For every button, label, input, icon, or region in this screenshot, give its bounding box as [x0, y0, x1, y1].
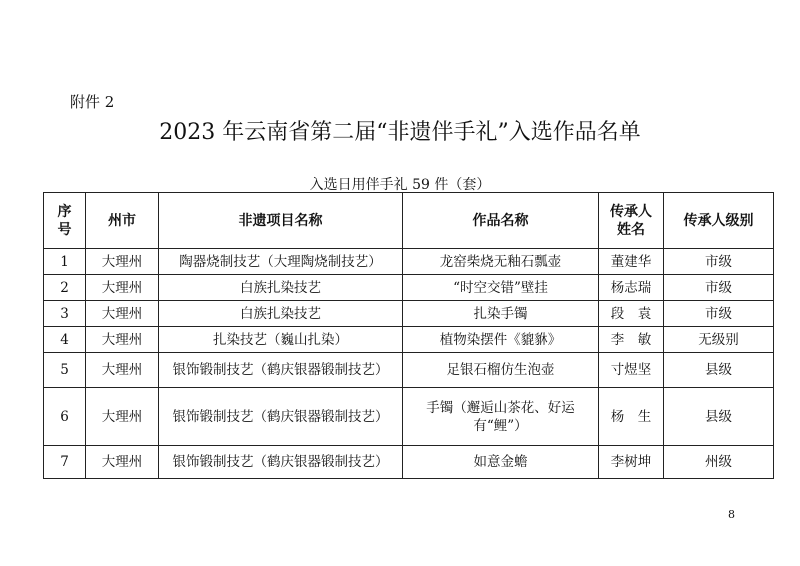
cell-city: 大理州 — [86, 446, 159, 479]
cell-work: 植物染摆件《貔貅》 — [403, 327, 599, 353]
table-row — [44, 388, 774, 446]
table-row — [44, 353, 774, 388]
cell-city: 大理州 — [86, 388, 159, 446]
cell-project: 银饰锻制技艺（鹤庆银器锻制技艺） — [159, 353, 403, 388]
cell-level: 县级 — [664, 388, 774, 446]
table-row — [44, 249, 774, 275]
cell-inheritor: 段 袁 — [599, 301, 664, 327]
table-subtitle: 入选日用伴手礼 59 件（套） — [309, 177, 491, 193]
cell-work: “时空交错”壁挂 — [403, 275, 599, 301]
cell-level: 市级 — [664, 275, 774, 301]
table-header-row — [44, 193, 774, 249]
cell-inheritor: 李树坤 — [599, 446, 664, 479]
cell-work: 足银石榴仿生泡壶 — [403, 353, 599, 388]
table-row — [44, 301, 774, 327]
cell-inheritor: 李 敏 — [599, 327, 664, 353]
cell-city: 大理州 — [86, 301, 159, 327]
table-row — [44, 446, 774, 479]
column-header-city: 州市 — [86, 193, 159, 249]
cell-work: 扎染手镯 — [403, 301, 599, 327]
cell-level: 市级 — [664, 301, 774, 327]
cell-inheritor: 寸煜坚 — [599, 353, 664, 388]
cell-inheritor: 董建华 — [599, 249, 664, 275]
cell-inheritor: 杨志瑞 — [599, 275, 664, 301]
attachment-label: 附件 2 — [70, 93, 115, 111]
column-header-no: 序号 — [44, 193, 86, 249]
cell-no: 7 — [44, 446, 86, 479]
cell-level: 无级别 — [664, 327, 774, 353]
cell-work: 如意金蟾 — [403, 446, 599, 479]
cell-no: 6 — [44, 388, 86, 446]
cell-city: 大理州 — [86, 249, 159, 275]
table-row — [44, 275, 774, 301]
cell-no: 2 — [44, 275, 86, 301]
column-header-level: 传承人级别 — [664, 193, 774, 249]
cell-no: 4 — [44, 327, 86, 353]
cell-project: 陶器烧制技艺（大理陶烧制技艺） — [159, 249, 403, 275]
document-title: 2023 年云南省第二届“非遗伴手礼”入选作品名单 — [159, 120, 641, 145]
cell-level: 市级 — [664, 249, 774, 275]
cell-project: 扎染技艺（巍山扎染） — [159, 327, 403, 353]
cell-project: 银饰锻制技艺（鹤庆银器锻制技艺） — [159, 446, 403, 479]
column-header-project: 非遗项目名称 — [159, 193, 403, 249]
column-header-inheritor: 传承人姓名 — [599, 193, 664, 249]
cell-project: 银饰锻制技艺（鹤庆银器锻制技艺） — [159, 388, 403, 446]
cell-city: 大理州 — [86, 275, 159, 301]
table-row — [44, 327, 774, 353]
cell-work: 龙窑柴烧无釉石瓢壶 — [403, 249, 599, 275]
page-number: 8 — [728, 508, 735, 521]
selected-works-table — [43, 192, 774, 479]
cell-work: 手镯（邂逅山茶花、好运有“鲤”） — [403, 388, 599, 446]
cell-inheritor: 杨 生 — [599, 388, 664, 446]
cell-level: 县级 — [664, 353, 774, 388]
cell-no: 1 — [44, 249, 86, 275]
cell-city: 大理州 — [86, 353, 159, 388]
cell-city: 大理州 — [86, 327, 159, 353]
cell-level: 州级 — [664, 446, 774, 479]
cell-no: 3 — [44, 301, 86, 327]
cell-project: 白族扎染技艺 — [159, 301, 403, 327]
cell-project: 白族扎染技艺 — [159, 275, 403, 301]
cell-no: 5 — [44, 353, 86, 388]
column-header-work: 作品名称 — [403, 193, 599, 249]
